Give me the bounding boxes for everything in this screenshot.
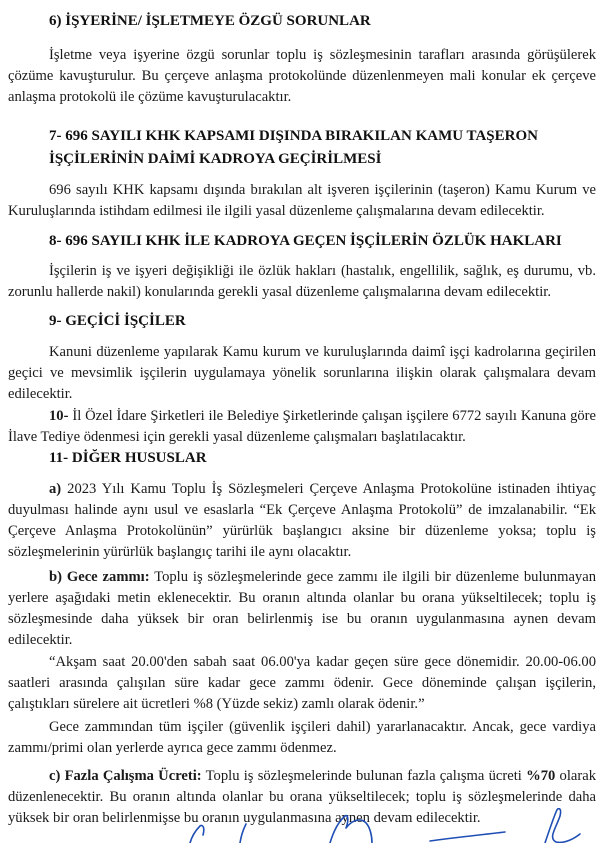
section-6-heading: 6) İŞYERİNE/ İŞLETMEYE ÖZGÜ SORUNLAR [49, 13, 371, 29]
section-6-paragraph: İşletme veya işyerine özgü sorunlar toplu iş sözleşmesinin tarafları arasında görüşülerek çözüme kavuşturulur. Bu çerçeve anlaşma protokolünde düzenlenmeyen mali konular ek çerçeve anlaşma protokolü ile çözüme kavuşturulacaktır. [8, 47, 596, 105]
section-8-body [8, 261, 596, 303]
section-11-b-quote-text: “Akşam saat 20.00'den sabah saat 06.00'ya kadar geçen süre gece dönemidir. 20.00-06.00 saatleri arasında çalışılan süre kadar gece zammı ödenir. Gece döneminde çalışan işçilerin, çalıştıkları sürelere ait ücretleri %8 (Yüzde sekiz) zamlı olarak ödenir.” [8, 654, 596, 712]
section-8 [8, 231, 596, 251]
section-11-c-label: c) Fazla Çalışma Ücreti: [49, 768, 202, 784]
section-7 [8, 126, 596, 169]
section-6-body [8, 45, 596, 108]
section-9 [8, 311, 596, 331]
section-8-heading: 8- 696 SAYILI KHK İLE KADROYA GEÇEN İŞÇİLERİN ÖZLÜK HAKLARI [49, 233, 562, 249]
section-6 [8, 11, 596, 31]
section-11-b-quote [8, 652, 596, 715]
section-10-text: İl Özel İdare Şirketleri ile Belediye Şirketlerinde çalışan işçilere 6772 sayılı Kanuna göre İlave Tediye ödenmesi için gerekli yasal düzenleme çalışmaları başlatılacaktır. [8, 408, 596, 445]
section-9-heading: 9- GEÇİCİ İŞÇİLER [49, 313, 186, 329]
section-7-heading-line1: 7- 696 SAYILI KHK KAPSAMI DIŞINDA BIRAKILAN KAMU TAŞERON [49, 128, 538, 144]
section-10-paragraph [8, 406, 596, 448]
section-9-body [8, 342, 596, 405]
section-11-b-text: Toplu iş sözleşmelerinde gece zammı ile ilgili bir düzenleme bulunmayan yerlere aşağıdaki metin eklenecektir. Bu oranın altında olanlar bu orana yükseltilecek; toplu iş sözleşmesinde daha yüksek bir oran belirlenmiş ise bu oranın uygulanmasına aynen devam edilecektir. [8, 569, 597, 648]
section-11-b-label: b) Gece zammı: [49, 569, 150, 585]
section-11-b [8, 567, 596, 651]
signature-2 [240, 824, 246, 843]
section-8-paragraph: İşçilerin iş ve işyeri değişikliği ile özlük hakları (hastalık, engellilik, sağlık, eş durumu, vb. zorunlu hallerde nakil) konularında gerekli yasal düzenleme çalışmalarına devam edilecektir. [8, 263, 596, 300]
section-10 [8, 406, 596, 448]
section-10-label: 10- [49, 408, 69, 424]
section-11-heading: 11- DİĞER HUSUSLAR [49, 450, 207, 466]
signature-1 [190, 825, 204, 843]
section-11-a [8, 479, 596, 563]
signature-3 [330, 816, 372, 843]
signatures [0, 808, 606, 843]
signature-5 [545, 809, 580, 843]
section-11-c-text2: olarak düzenlenecektir. Bu oranın altında olanlar bu orana yükseltilecek; toplu iş sözleşmelerinde daha yüksek bir oran belirlenmişse bu oranın uygulanmasına aynen devam edilecektir. [8, 768, 596, 826]
section-11-b-note [8, 717, 596, 759]
section-11-a-text: 2023 Yılı Kamu Toplu İş Sözleşmeleri Çerçeve Anlaşma Protokolüne istinaden ihtiyaç duyulması halinde aynı usul ve esaslarla “Ek Çerçeve Anlaşma Protokolü” de imzalanabilir. “Ek Çerçeve Anlaşma Protokolünün” yürürlük başlangıcı aksine bir düzenleme yoksa; toplu iş sözleşmelerinin yürürlük başlangıç tarihi ile aynı olacaktır. [8, 481, 596, 560]
section-11 [8, 448, 596, 468]
section-7-body [8, 180, 596, 222]
section-11-a-label: a) [49, 481, 62, 497]
section-11-b-note-text: Gece zammından tüm işçiler (güvenlik işçileri dahil) yararlanacaktır. Ancak, gece vardiya zammı/primi olan yerlerde ayrıca gece zammı ödenmez. [8, 719, 596, 756]
section-11-a-paragraph [8, 479, 596, 563]
section-7-paragraph: 696 sayılı KHK kapsamı dışında bırakılan alt işveren işçilerinin (taşeron) Kamu Kurum ve Kuruluşlarında istihdam edilmesi ile ilgili yasal düzenleme çalışmalarına devam edilecektir. [8, 182, 596, 219]
section-11-c-rate: %70 [526, 768, 556, 784]
section-11-b-paragraph [8, 567, 596, 651]
section-9-paragraph: Kanuni düzenleme yapılarak Kamu kurum ve kuruluşlarında daimî işçi kadrolarına geçirilen geçici ve mevsimlik işçilerin uygulamaya yönelik sorunlarına ilişkin olarak çalışmalara devam edilecektir. [8, 344, 596, 402]
section-7-heading-line2: İŞÇİLERİNİN DAİMİ KADROYA GEÇİRİLMESİ [49, 151, 382, 167]
signature-4 [430, 832, 505, 841]
section-11-c-text1: Toplu iş sözleşmelerinde bulunan fazla çalışma ücreti [201, 768, 527, 784]
